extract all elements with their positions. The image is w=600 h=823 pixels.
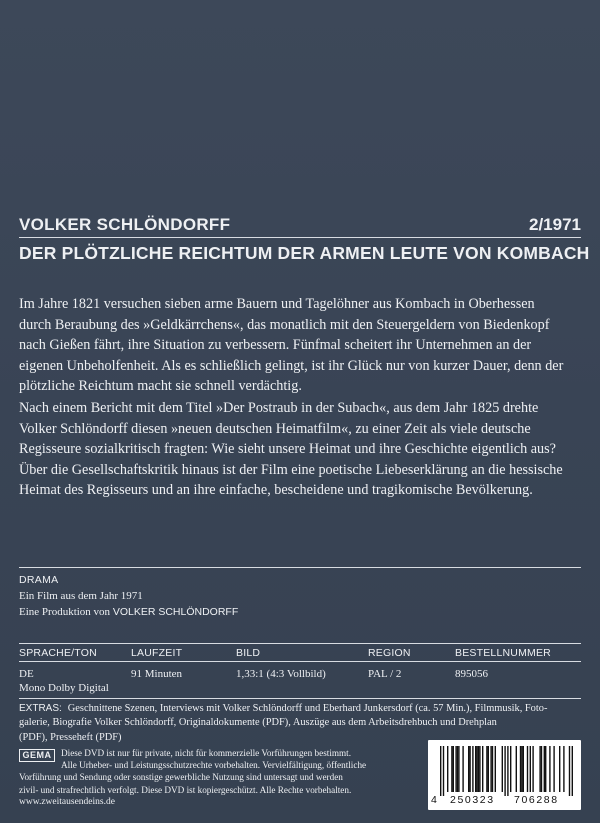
barcode-bar	[482, 746, 483, 792]
barcode-bar	[504, 746, 505, 796]
extras-section	[19, 702, 581, 745]
barcode-bar	[458, 746, 459, 792]
synopsis-line: eigenen Unbeholfenheit. Als es schließlich gelingt, ist ihr Glück nur von kurzer Dauer, denn der	[19, 357, 564, 374]
spec-sprache-value-1: DE	[19, 668, 34, 680]
production-prefix: Eine Produktion von	[19, 606, 111, 618]
barcode-bar	[443, 746, 444, 796]
spec-bild	[236, 647, 326, 681]
catalog-number: 2/1971	[529, 215, 581, 234]
barcode-bar	[545, 746, 546, 792]
barcode-digits	[428, 794, 581, 808]
gema-logo: GEMA	[19, 749, 55, 762]
header-divider	[19, 237, 581, 238]
extras-line-3: (PDF), Presseheft (PDF)	[19, 731, 122, 743]
barcode-bar	[440, 746, 441, 796]
synopsis-line: Regisseure sozialkritisch fragten: Wie sieht unsere Heimat und ihre Geschichte eigentlich aus?	[19, 441, 556, 457]
spec-bestellnummer-value: 895056	[455, 668, 488, 680]
barcode-bar	[544, 746, 545, 792]
barcode-bar	[572, 746, 573, 796]
barcode-group-right: 706288	[514, 794, 559, 806]
barcode-bar	[451, 746, 452, 792]
barcode-bar	[453, 746, 454, 792]
spec-laufzeit	[131, 647, 182, 681]
extras-label: EXTRAS:	[19, 703, 62, 714]
legal-notice	[19, 747, 419, 796]
barcode-bar	[455, 746, 456, 792]
synopsis-line: Volker Schlöndorff diesen »neuen deutschen Heimatfilm«, zu einer Zeit als viele deutsche	[19, 420, 531, 437]
synopsis-paragraph-1	[19, 294, 581, 397]
barcode-bar	[462, 746, 463, 792]
header-row	[19, 209, 581, 235]
extras-divider	[19, 698, 581, 699]
barcode-bar	[478, 746, 479, 792]
spec-sprache-value	[19, 667, 109, 695]
meta-divider	[19, 567, 581, 568]
barcode-bar	[521, 746, 522, 792]
barcode-bar	[520, 746, 521, 792]
spec-region-label: REGION	[368, 647, 411, 659]
synopsis-line: durch Beraubung des »Geldkärrchens«, das monatlich mit den Steuergeldern von Biedenkopf	[19, 316, 550, 333]
barcode-bar	[447, 746, 448, 792]
extras-text: Geschnittene Szenen, Interviews mit Volker Schlöndorff und Eberhard Junkersdorf (ca. 57 Min.), Filmmusik, Foto-	[67, 703, 548, 714]
spec-bild-value: 1,33:1 (4:3 Vollbild)	[236, 668, 326, 680]
barcode-bar	[569, 746, 570, 796]
barcode-bar	[488, 746, 489, 792]
barcode-bar	[502, 746, 503, 792]
spec-region-value: PAL / 2	[368, 668, 402, 680]
barcode-bar	[476, 746, 477, 792]
year-line: Ein Film aus dem Jahr 1971	[19, 590, 143, 602]
extras-line-2: galerie, Biografie Volker Schlöndorff, Originaldokumente (PDF), Auszüge aus dem Arbeitsdrehbuch und Drehplan	[19, 717, 497, 729]
website-url: www.zweitausendeins.de	[19, 797, 115, 807]
production-line	[19, 604, 238, 620]
barcode-group-left: 250323	[450, 794, 495, 806]
barcode-bar	[495, 746, 496, 792]
synopsis-line: nach Gießen fährt, ihre Situation zu verbessern. Fünfmal scheitert ihr Unternehmen an der	[19, 337, 532, 353]
barcode-bar	[549, 746, 550, 792]
legal-line: Diese DVD ist nur für private, nicht für kommerzielle Vorführungen bestimmt.	[61, 748, 352, 758]
film-title: DER PLÖTZLICHE REICHTUM DER ARMEN LEUTE VON KOMBACH	[19, 243, 590, 263]
spec-sprache-value-2: Mono Dolby Digital	[19, 682, 109, 694]
barcode-bar	[541, 746, 542, 792]
barcode-bar	[492, 746, 493, 792]
barcode-bar	[523, 746, 524, 792]
barcode-bar	[532, 746, 533, 792]
spec-laufzeit-value: 91 Minuten	[131, 668, 183, 680]
barcode-bar	[507, 746, 508, 796]
spec-laufzeit-label: LAUFZEIT	[131, 647, 183, 659]
specs-header-divider	[19, 661, 581, 662]
barcode-bar	[527, 746, 528, 792]
barcode-bar	[475, 746, 476, 792]
spec-region	[368, 647, 411, 681]
barcode-bar	[559, 746, 560, 792]
barcode-bar	[563, 746, 564, 792]
production-name: VOLKER SCHLÖNDORFF	[112, 606, 239, 618]
synopsis-line: plötzliche Reichtum macht sie schnell verdächtig.	[19, 378, 302, 394]
barcode-bar	[486, 746, 487, 792]
synopsis-line: Nach einem Bericht mit dem Titel »Der Postraub in der Subach«, aus dem Jahr 1825 drehte	[19, 400, 539, 416]
barcode-bars	[428, 740, 581, 796]
legal-line: Alle Urheber- und Leistungsschutzrechte vorbehalten. Vervielfältigung, öffentliche	[61, 760, 367, 771]
barcode-bar	[530, 746, 531, 792]
spec-bestellnummer	[455, 647, 551, 681]
spec-bild-label: BILD	[236, 647, 261, 659]
barcode	[428, 740, 581, 810]
barcode-bar	[516, 746, 517, 792]
legal-line: zivil- und strafrechtlich verfolgt. Diese DVD ist kopiergeschützt. Alle Rechte vorbehalten.	[19, 784, 352, 795]
spec-sprache-label: SPRACHE/TON	[19, 647, 97, 659]
barcode-digit-first: 4	[431, 794, 437, 806]
barcode-bar	[457, 746, 458, 792]
barcode-bar	[479, 746, 480, 792]
synopsis-line: Heimat des Regisseurs und an ihre einfache, bescheidene und tragikomische Bevölkerung.	[19, 482, 533, 498]
barcode-bar	[539, 746, 540, 792]
barcode-bar	[490, 746, 491, 792]
genre-label: DRAMA	[19, 574, 59, 586]
extras-line-1	[19, 702, 581, 716]
spec-bestellnummer-label: BESTELLNUMMER	[455, 647, 551, 659]
synopsis-line: Über die Gesellschaftskritik hinaus ist der Film eine poetische Liebeserklärung an die hessische	[19, 461, 563, 478]
barcode-bar	[553, 746, 554, 792]
director-name: VOLKER SCHLÖNDORFF	[19, 215, 231, 234]
specs-divider-top	[19, 643, 581, 644]
spec-sprache	[19, 647, 109, 695]
barcode-bar	[510, 746, 511, 792]
barcode-bar	[468, 746, 469, 792]
title-row	[19, 243, 590, 264]
legal-line: Vorführung und Sendung oder sonstige gewerbliche Nutzung sind untersagt und werden	[19, 772, 343, 783]
film-meta	[19, 572, 238, 620]
synopsis-paragraph-2	[19, 398, 581, 501]
barcode-bar	[469, 746, 470, 792]
barcode-bar	[472, 746, 473, 792]
synopsis-line: Im Jahre 1821 versuchen sieben arme Bauern und Tagelöhner aus Kombach in Oberhessen	[19, 296, 535, 312]
